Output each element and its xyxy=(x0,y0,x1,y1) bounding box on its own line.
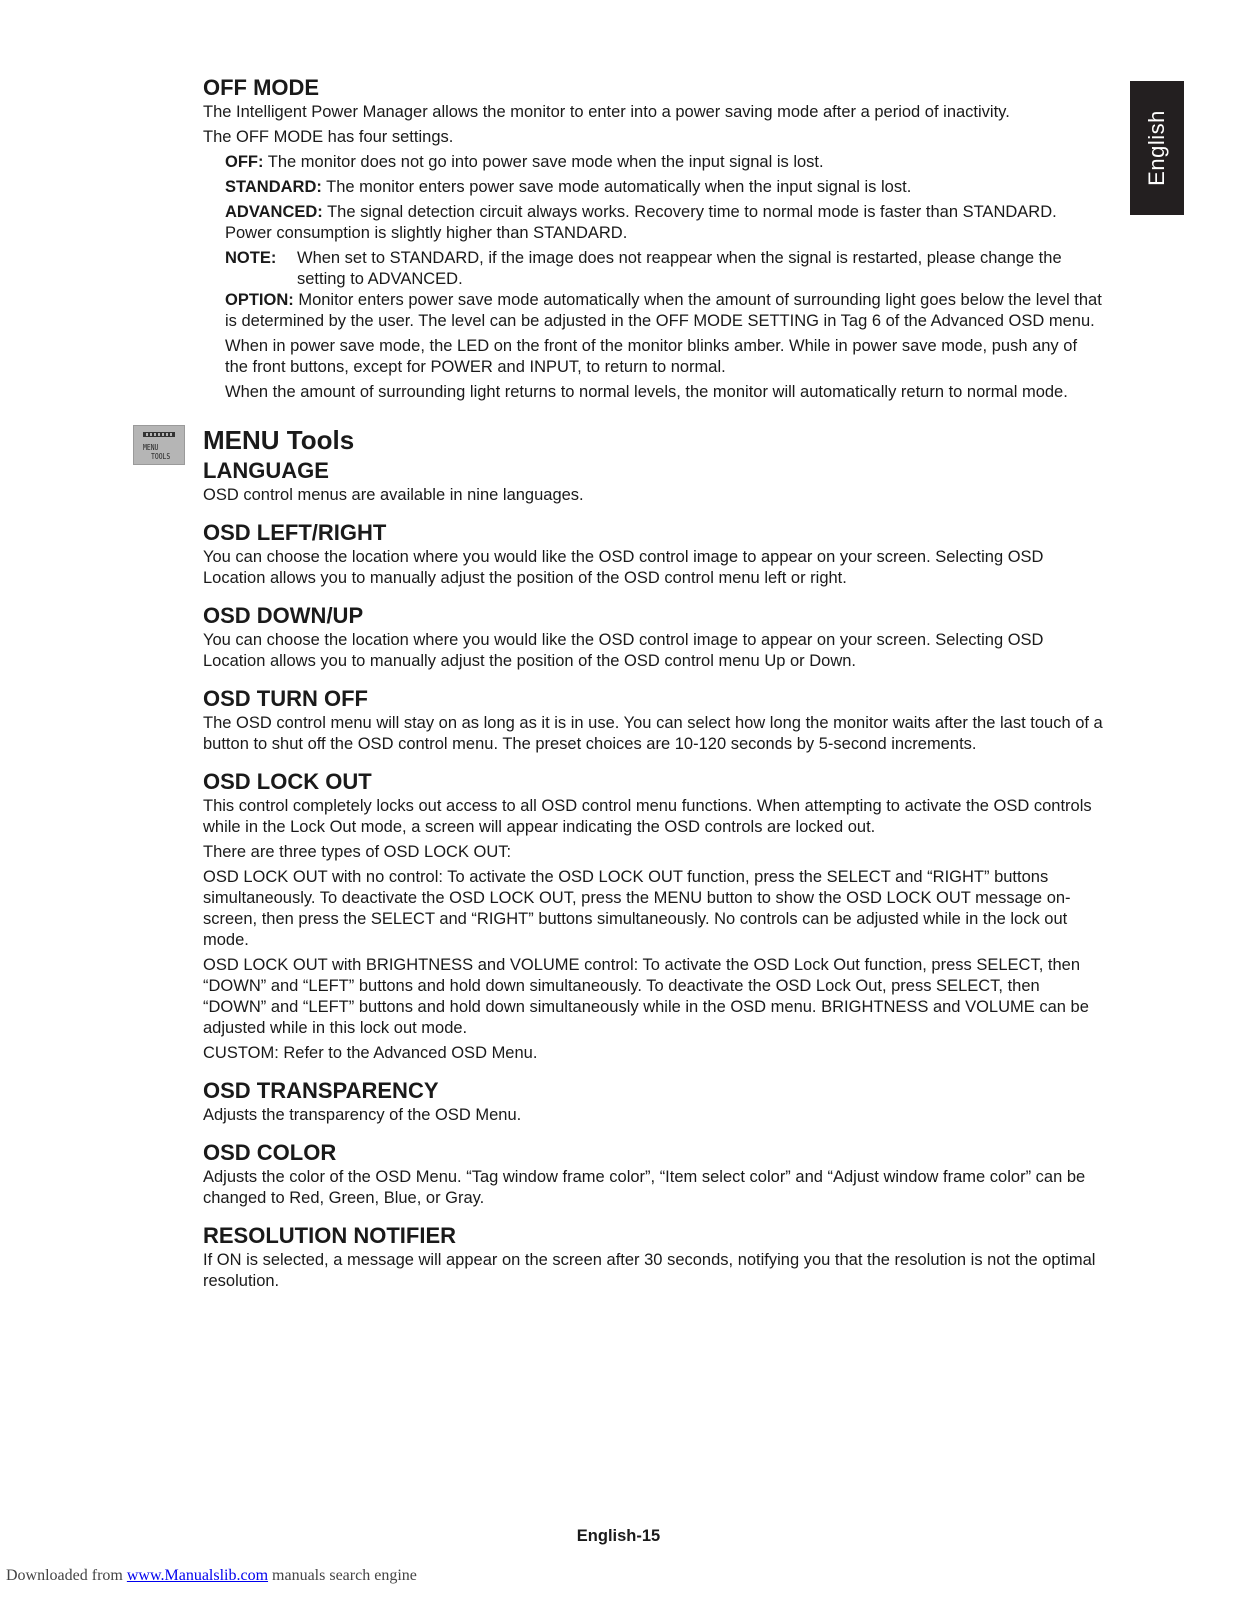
note-text: When set to STANDARD, if the image does not reappear when the signal is restarted, please change the setting to ADVANCED. xyxy=(297,249,1062,288)
power-save-text: When in power save mode, the LED on the front of the monitor blinks amber. While in power save mode, push any of the front buttons, except for POWER and INPUT, to return to normal. xyxy=(225,337,1078,376)
option-setting-label: OPTION: xyxy=(225,291,294,309)
off-setting-text: The monitor does not go into power save mode when the input signal is lost. xyxy=(263,153,824,171)
resolution-notifier-block xyxy=(203,1222,1103,1292)
osd-turn-off-text: The OSD control menu will stay on as long as it is in use. You can select how long the monitor waits after the last touch of a button to shut off the OSD control menu. The preset choices are 10-120 seconds by 5-second increments. xyxy=(203,714,1103,753)
advanced-setting-text: The signal detection circuit always works. Recovery time to normal mode is faster than STANDARD. Power consumption is slightly higher than STANDARD. xyxy=(225,203,1057,242)
light-return-text: When the amount of surrounding light returns to normal levels, the monitor will automatically return to normal mode. xyxy=(225,383,1068,401)
osd-color-block xyxy=(203,1139,1103,1209)
footer-prefix: Downloaded from xyxy=(6,1567,127,1584)
menu-tools-section xyxy=(143,423,1103,1292)
osd-left-right-block xyxy=(203,519,1103,589)
option-setting-text: Monitor enters power save mode automatically when the amount of surrounding light goes below the level that is determined by the user. The level can be adjusted in the OFF MODE SETTING in Tag 6 of the Advanced OSD menu. xyxy=(225,291,1102,330)
osd-down-up-block xyxy=(203,602,1103,672)
osd-lock-out-p1: This control completely locks out access to all OSD control menu functions. When attempting to activate the OSD controls while in the Lock Out mode, a screen will appear indicating the OSD controls are locked out. xyxy=(203,797,1092,836)
standard-setting xyxy=(225,177,1103,198)
resolution-notifier-heading: RESOLUTION NOTIFIER xyxy=(203,1223,456,1248)
option-setting xyxy=(225,290,1103,332)
page-content xyxy=(143,74,1103,1292)
osd-lock-out-p3: OSD LOCK OUT with no control: To activate the OSD LOCK OUT function, press the SELECT and “RIGHT” buttons simultaneously. To deactivate the OSD LOCK OUT, press the MENU button to show the OSD LOCK OUT message on-screen, then press the SELECT and “RIGHT” buttons simultaneously. No controls can be adjusted while in the lock out mode. xyxy=(203,868,1071,949)
osd-left-right-text: You can choose the location where you would like the OSD control image to appear on your screen. Selecting OSD Location allows you to manually adjust the position of the OSD control menu left or right. xyxy=(203,548,1044,587)
osd-turn-off-heading: OSD TURN OFF xyxy=(203,686,368,711)
osd-transparency-text: Adjusts the transparency of the OSD Menu. xyxy=(203,1106,522,1124)
off-setting-label: OFF: xyxy=(225,153,264,171)
footer-suffix: manuals search engine xyxy=(268,1567,417,1584)
osd-left-right-heading: OSD LEFT/RIGHT xyxy=(203,520,387,545)
language-side-tab-label: English xyxy=(1144,110,1169,186)
off-mode-section xyxy=(203,74,1103,403)
off-mode-heading: OFF MODE xyxy=(203,75,320,100)
advanced-setting xyxy=(225,202,1103,244)
off-mode-intro: The Intelligent Power Manager allows the monitor to enter into a power saving mode after a period of inactivity. xyxy=(203,103,1010,121)
note-label: NOTE: xyxy=(225,249,277,267)
osd-transparency-heading: OSD TRANSPARENCY xyxy=(203,1078,439,1103)
page-number: English-15 xyxy=(576,1527,661,1545)
menu-tools-icon-line2: TOOLS xyxy=(151,452,171,461)
osd-down-up-text: You can choose the location where you would like the OSD control image to appear on your screen. Selecting OSD Location allows you to manually adjust the position of the OSD control menu Up or Down. xyxy=(203,631,1044,670)
off-setting xyxy=(225,152,1103,173)
footer-link[interactable]: www.Manualslib.com xyxy=(126,1567,269,1584)
menu-tools-heading: MENU Tools xyxy=(203,425,355,455)
off-mode-settings-intro: The OFF MODE has four settings. xyxy=(203,128,454,146)
language-side-tab xyxy=(1130,81,1184,215)
advanced-setting-label: ADVANCED: xyxy=(225,203,323,221)
osd-lock-out-heading: OSD LOCK OUT xyxy=(203,769,372,794)
standard-setting-label: STANDARD: xyxy=(225,178,322,196)
osd-transparency-block xyxy=(203,1077,1103,1126)
language-text: OSD control menus are available in nine languages. xyxy=(203,486,584,504)
language-heading: LANGUAGE xyxy=(203,458,329,483)
osd-lock-out-block xyxy=(203,768,1103,1064)
download-footer xyxy=(6,1567,417,1585)
osd-lock-out-p5: CUSTOM: Refer to the Advanced OSD Menu. xyxy=(203,1044,538,1062)
osd-color-heading: OSD COLOR xyxy=(203,1140,337,1165)
language-block xyxy=(203,457,1103,506)
menu-tools-icon xyxy=(133,425,185,465)
osd-turn-off-block xyxy=(203,685,1103,755)
osd-color-text: Adjusts the color of the OSD Menu. “Tag window frame color”, “Item select color” and “Adjust window frame color” can be changed to Red, Green, Blue, or Gray. xyxy=(203,1168,1086,1207)
osd-lock-out-p4: OSD LOCK OUT with BRIGHTNESS and VOLUME control: To activate the OSD Lock Out function, press SELECT, then “DOWN” and “LEFT” buttons and hold down simultaneously. To deactivate the OSD Lock Out, press SELECT, then “DOWN” and “LEFT” buttons and hold down simultaneously while in the OSD menu. BRIGHTNESS and VOLUME can be adjusted while in this lock out mode. xyxy=(203,956,1089,1037)
menu-tools-icon-line1: MENU xyxy=(143,443,159,452)
osd-down-up-heading: OSD DOWN/UP xyxy=(203,603,364,628)
menu-bar-icon xyxy=(143,432,175,437)
resolution-notifier-text: If ON is selected, a message will appear on the screen after 30 seconds, notifying you that the resolution is not the optimal resolution. xyxy=(203,1251,1096,1290)
note-row xyxy=(225,248,1103,290)
osd-lock-out-p2: There are three types of OSD LOCK OUT: xyxy=(203,843,512,861)
standard-setting-text: The monitor enters power save mode automatically when the input signal is lost. xyxy=(321,178,912,196)
